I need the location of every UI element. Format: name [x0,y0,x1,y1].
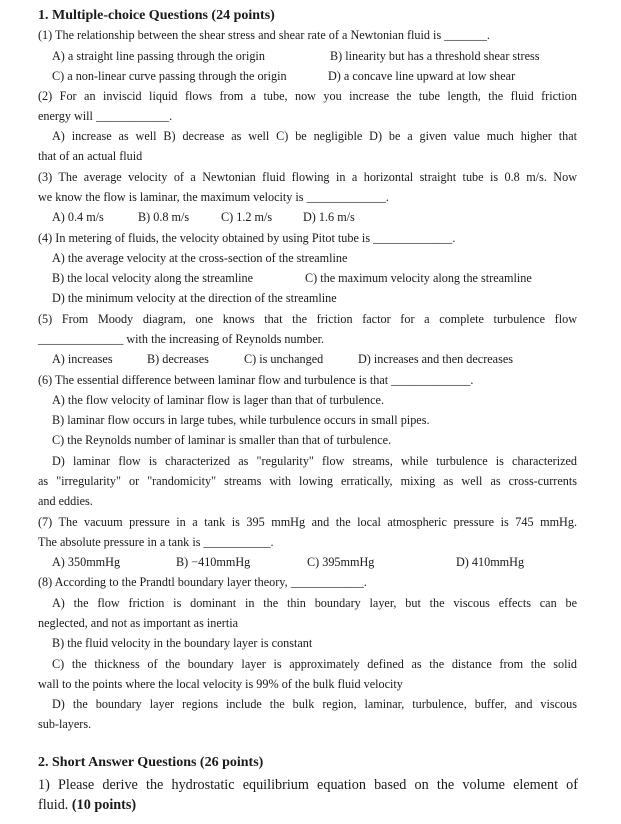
q6-option-d-line1: D) laminar flow is characterized as "regularity" flow streams, while turbulence is characterized [52,454,577,468]
q5-option-a: A) increases [52,352,113,366]
q7-option-a: A) 350mmHg [52,555,121,569]
section-2-q1-line2 [38,796,136,814]
q4-option-a: A) the average velocity at the cross-section of the streamline [52,251,348,265]
section-2-title: 2. Short Answer Questions (26 points) [38,755,264,770]
q7-option-c: C) 395mmHg [307,555,375,569]
q7-option-d: D) 410mmHg [456,555,525,569]
q1-stem: (1) The relationship between the shear stress and shear rate of a Newtonian fluid is _______. [38,28,490,42]
q4-option-b: B) the local velocity along the streamline [52,271,254,285]
q6-option-a: A) the flow velocity of laminar flow is lager than that of turbulence. [52,393,385,407]
q6-option-d-line2: as "irregularity" or "randomicity" streams with lowing erratically, mixing as well as cross-currents [38,474,577,488]
q3-option-d: D) 1.6 m/s [303,210,355,224]
q7-stem-line2: The absolute pressure in a tank is ___________. [38,535,274,549]
q8-option-a-line2: neglected, and not as important as inertia [38,616,239,630]
q4-stem: (4) In metering of fluids, the velocity obtained by using Pitot tube is _____________. [38,231,456,245]
q2-stem-line2: energy will ____________. [38,109,173,123]
q8-stem: (8) According to the Prandtl boundary layer theory, ____________. [38,575,367,589]
section-1-title: 1. Multiple-choice Questions (24 points) [38,8,275,23]
q5-option-c: C) is unchanged [244,352,324,366]
q5-stem-line2: ______________ with the increasing of Reynolds number. [38,332,325,346]
q2-stem-line1: (2) For an inviscid liquid flows from a tube, now you increase the tube length, the fluid friction [38,89,577,103]
q1-option-a: A) a straight line passing through the origin [52,49,265,63]
q5-stem-line1: (5) From Moody diagram, one knows that the friction factor for a complete turbulence flow [38,312,577,326]
q6-option-d-line3: and eddies. [38,494,93,508]
section-2-q1-line1: 1) Please derive the hydrostatic equilibrium equation based on the volume element of [38,777,578,793]
q2-options-line2: that of an actual fluid [38,149,143,163]
q5-option-d: D) increases and then decreases [358,352,513,366]
q1-option-d: D) a concave line upward at low shear [328,69,516,83]
q6-option-b: B) laminar flow occurs in large tubes, while turbulence occurs in small pipes. [52,413,430,427]
q7-option-b: B) −410mmHg [176,555,251,569]
q2-options-line1: A) increase as well B) decrease as well C) be negligible D) be a given value much higher that [52,129,577,143]
q8-option-a-line1: A) the flow friction is dominant in the thin boundary layer, but the viscous effects can be [52,596,577,610]
section-2-q1-points: (10 points) [71,797,137,813]
q1-option-c: C) a non-linear curve passing through the origin [52,69,287,83]
q4-option-d: D) the minimum velocity at the direction of the streamline [52,291,337,305]
q5-option-b: B) decreases [147,352,209,366]
q8-option-d-line2: sub-layers. [38,717,92,731]
q3-option-c: C) 1.2 m/s [221,210,273,224]
section-2-q1-text: fluid. [38,797,69,813]
q4-option-c: C) the maximum velocity along the streamline [305,271,532,285]
q3-stem-line2: we know the flow is laminar, the maximum velocity is _____________. [38,190,389,204]
q8-option-c-line1: C) the thickness of the boundary layer is approximately defined as the distance from the solid [52,657,577,671]
q8-option-b: B) the fluid velocity in the boundary layer is constant [52,636,313,650]
q1-option-b: B) linearity but has a threshold shear stress [330,49,540,63]
q3-option-a: A) 0.4 m/s [52,210,104,224]
q8-option-c-line2: wall to the points where the local velocity is 99% of the bulk fluid velocity [38,677,403,691]
q8-option-d-line1: D) the boundary layer regions include the bulk region, laminar, turbulence, buffer, and viscous [52,697,577,711]
q6-stem: (6) The essential difference between laminar flow and turbulence is that _____________. [38,373,474,387]
q7-stem-line1: (7) The vacuum pressure in a tank is 395 mmHg and the local atmospheric pressure is 745 mmHg. [38,515,577,529]
q3-option-b: B) 0.8 m/s [138,210,190,224]
q6-option-c: C) the Reynolds number of laminar is smaller than that of turbulence. [52,433,392,447]
q3-stem-line1: (3) The average velocity of a Newtonian fluid flowing in a horizontal straight tube is 0.8 m/s. Now [38,170,577,184]
